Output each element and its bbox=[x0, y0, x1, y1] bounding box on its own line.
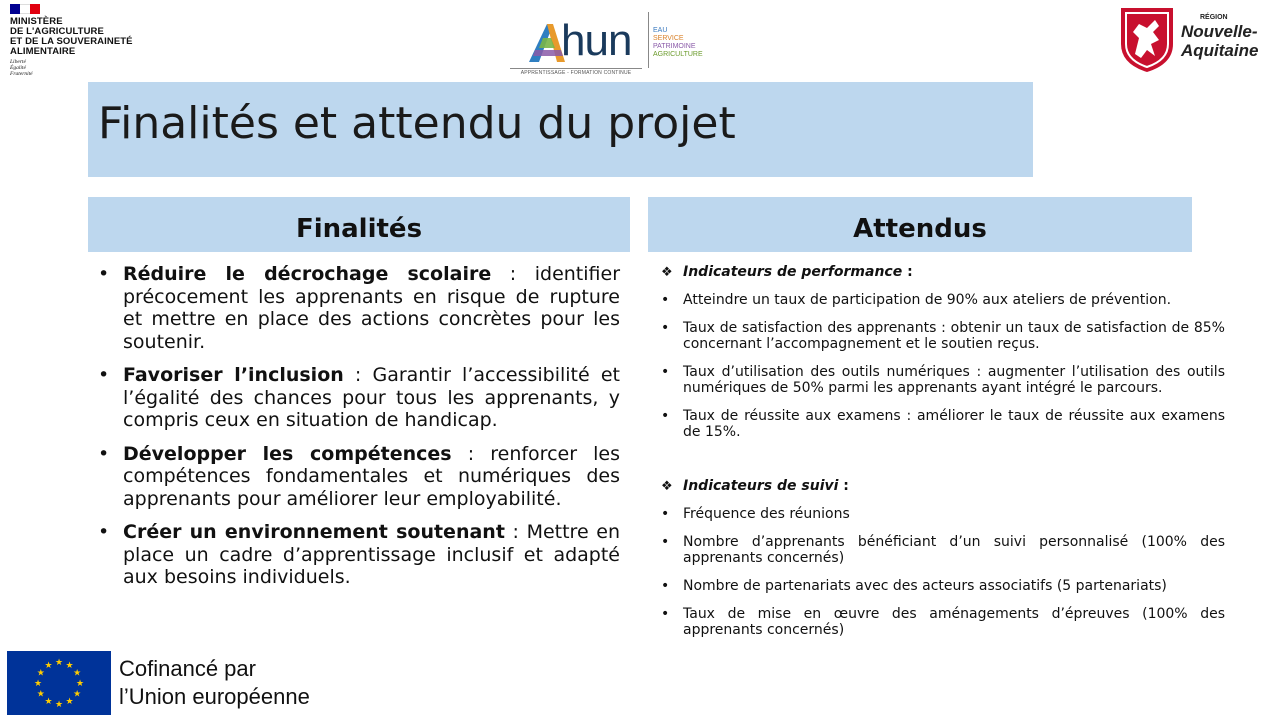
bullet-icon: • bbox=[661, 606, 670, 622]
finalites-list bbox=[98, 263, 620, 600]
diamond-bullet-icon: ❖ bbox=[661, 265, 673, 280]
attendus-header: Attendus bbox=[648, 197, 1192, 252]
performance-heading: ❖ Indicateurs de performance : bbox=[661, 264, 913, 280]
bullet-icon: • bbox=[661, 408, 670, 424]
eu-flag-icon bbox=[7, 651, 111, 715]
eu-star-icon: ★ bbox=[54, 699, 64, 709]
ahun-logo bbox=[505, 2, 705, 80]
bullet-icon: • bbox=[98, 442, 110, 465]
eu-star-icon: ★ bbox=[44, 659, 53, 670]
ahun-divider bbox=[648, 12, 649, 68]
eu-cofunding-text: Cofinancé par l’Union européenne bbox=[119, 656, 310, 709]
eu-star-icon: ★ bbox=[36, 688, 45, 699]
bullet-icon: • bbox=[98, 263, 110, 285]
bullet-icon: • bbox=[661, 534, 670, 550]
region-name: Nouvelle- Aquitaine bbox=[1181, 22, 1259, 60]
ahun-name: hun bbox=[561, 16, 632, 65]
list-item: • Taux d’utilisation des outils numériques : augmenter l’utilisation des outils numériques de 50% parmi les apprenants ayant intégré le parcours. bbox=[661, 364, 1225, 396]
eu-star-icon: ★ bbox=[33, 678, 43, 688]
ministere-logo bbox=[10, 4, 170, 78]
list-item: • Réduire le décrochage scolaire : identifier précocement les apprenants en risque de rupture et mettre en place des actions concrètes pour les soutenir. bbox=[98, 263, 621, 353]
eu-star-icon: ★ bbox=[73, 667, 82, 678]
list-item: • Favoriser l’inclusion : Garantir l’accessibilité et l’égalité des chances pour tous les apprenants, y compris ceux en situation de handicap. bbox=[98, 364, 620, 431]
eu-star-icon: ★ bbox=[75, 678, 85, 688]
ahun-tagline: APPRENTISSAGE - FORMATION CONTINUE bbox=[510, 68, 642, 78]
list-item: • Nombre d’apprenants bénéficiant d’un suivi personnalisé (100% des apprenants concernés) bbox=[661, 534, 1225, 566]
page-title: Finalités et attendu du projet bbox=[98, 98, 736, 149]
eu-star-icon: ★ bbox=[36, 667, 45, 678]
bullet-icon: • bbox=[661, 578, 670, 594]
bullet-icon: • bbox=[98, 364, 110, 386]
attendus-content bbox=[661, 264, 1225, 638]
bullet-icon: • bbox=[661, 506, 670, 522]
bullet-icon: • bbox=[98, 521, 110, 543]
bullet-icon: • bbox=[661, 292, 670, 308]
list-item: • Taux de satisfaction des apprenants : obtenir un taux de satisfaction de 85% concernant l’accompagnement et le soutien reçus. bbox=[661, 320, 1225, 352]
list-item: • Développer les compétences : renforcer les compétences fondamentales et numériques des apprenants pour améliorer leur employabilité. bbox=[98, 442, 621, 510]
ahun-side-labels: EAU SERVICE PATRIMOINE AGRICULTURE bbox=[653, 27, 703, 58]
list-item: • Atteindre un taux de participation de 90% aux ateliers de prévention. bbox=[661, 292, 1172, 308]
suivi-heading: ❖ Indicateurs de suivi : bbox=[661, 478, 849, 494]
ministere-name: MINISTÈRE DE L'AGRICULTURE ET DE LA SOUVERAINETÉ ALIMENTAIRE bbox=[10, 16, 133, 57]
list-item: • Taux de réussite aux examens : améliorer le taux de réussite aux examens de 15%. bbox=[661, 408, 1225, 440]
finalites-header: Finalités bbox=[88, 197, 630, 252]
region-logo bbox=[1113, 2, 1273, 76]
list-item: • Nombre de partenariats avec des acteurs associatifs (5 partenariats) bbox=[661, 578, 1167, 594]
eu-star-icon: ★ bbox=[65, 659, 74, 670]
eu-star-icon: ★ bbox=[73, 688, 82, 699]
lion-shield-icon bbox=[1117, 4, 1177, 74]
bullet-icon: • bbox=[661, 320, 670, 336]
eu-cofunding-logo bbox=[7, 651, 407, 717]
french-flag-icon bbox=[10, 4, 40, 14]
list-item: • Fréquence des réunions bbox=[661, 506, 850, 522]
list-item: • Créer un environnement soutenant : Mettre en place un cadre d’apprentissage inclusif et adapté aux besoins individuels. bbox=[98, 521, 620, 588]
title-banner bbox=[88, 82, 1033, 177]
diamond-bullet-icon: ❖ bbox=[661, 479, 673, 494]
eu-star-icon: ★ bbox=[65, 696, 74, 707]
eu-star-icon: ★ bbox=[44, 696, 53, 707]
ministere-motto: Liberté Égalité Fraternité bbox=[10, 59, 33, 77]
eu-star-icon: ★ bbox=[54, 657, 64, 667]
list-item: • Taux de mise en œuvre des aménagements d’épreuves (100% des apprenants concernés) bbox=[661, 606, 1225, 638]
region-label: RÉGION bbox=[1200, 14, 1228, 21]
bullet-icon: • bbox=[661, 364, 670, 380]
